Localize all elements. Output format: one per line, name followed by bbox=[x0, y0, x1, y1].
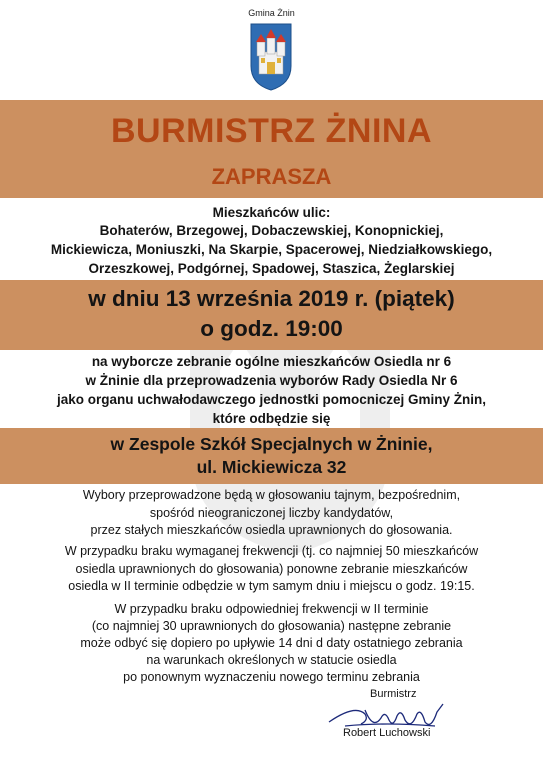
paragraph-line: W przypadku braku wymaganej frekwencji (tj. co najmniej 50 mieszkańców bbox=[64, 544, 479, 558]
signature-title: Burmistrz bbox=[370, 688, 417, 700]
paragraph-line: spośród nieograniczonej liczby kandydatów, bbox=[149, 505, 394, 520]
municipality-label: Gmina Żnin bbox=[248, 8, 295, 18]
header bbox=[0, 0, 543, 100]
signatory-name: Robert Luchowski bbox=[343, 727, 431, 739]
purpose-line: które odbędzie się bbox=[212, 411, 331, 426]
purpose-line: w Żninie dla przeprowadzenia wyborów Rady Osiedla Nr 6 bbox=[85, 373, 458, 388]
paragraph-line: po ponownym wyznaczeniu nowego terminu zebrania bbox=[123, 670, 420, 684]
event-date: w dniu 13 września 2019 r. (piątek) bbox=[88, 286, 455, 311]
second-term-paragraph bbox=[0, 543, 543, 596]
event-time: o godz. 19:00 bbox=[200, 316, 343, 341]
paragraph-line: przez stałych mieszkańców osiedla uprawnionych do głosowania. bbox=[90, 523, 453, 537]
paragraph-line: może odbyć się dopiero po upływie 14 dni d daty ostatniego zebrania bbox=[80, 636, 463, 650]
paragraph-line: osiedla w II terminie odbędzie w tym samym dniu i miejscu o godz. 19:15. bbox=[68, 579, 475, 593]
paragraph-line: Wybory przeprowadzone będą w głosowaniu tajnym, bezpośrednim, bbox=[82, 488, 461, 502]
venue bbox=[0, 433, 543, 479]
meeting-purpose bbox=[0, 352, 543, 428]
paragraph-line: osiedla uprawnionych do głosowania) ponowne zebranie mieszkańców bbox=[75, 561, 468, 576]
streets-line: Bohaterów, Brzegowej, Dobaczewskiej, Konopnickiej, bbox=[99, 223, 444, 238]
next-meeting-paragraph bbox=[0, 601, 543, 686]
page-title: BURMISTRZ ŻNINA bbox=[110, 112, 433, 150]
paragraph-line: (co najmniej 30 uprawnionych do głosowania) następne zebranie bbox=[91, 619, 452, 633]
paragraph-line: W przypadku braku odpowiedniej frekwencji w II terminie bbox=[114, 602, 429, 616]
streets-line: Mickiewicza, Moniuszki, Na Skarpie, Spacerowej, Niedziałkowskiego, bbox=[50, 242, 493, 257]
streets-line: Orzeszkowej, Podgórnej, Spadowej, Staszica, Żeglarskiej bbox=[88, 261, 455, 276]
venue-address: ul. Mickiewicza 32 bbox=[196, 457, 347, 477]
streets-intro: Mieszkańców ulic: bbox=[212, 205, 331, 220]
paragraph-line: na warunkach określonych w statucie osiedla bbox=[146, 653, 397, 667]
venue-name: w Zespole Szkół Specjalnych w Żninie, bbox=[110, 434, 433, 454]
streets-list bbox=[0, 221, 543, 278]
page-subtitle: ZAPRASZA bbox=[211, 164, 332, 189]
purpose-line: na wyborcze zebranie ogólne mieszkańców Osiedla nr 6 bbox=[91, 354, 452, 369]
voting-rules-paragraph bbox=[0, 487, 543, 540]
purpose-line: jako organu uchwałodawczego jednostki pomocniczej Gminy Żnin, bbox=[56, 392, 487, 407]
coat-of-arms-icon bbox=[249, 22, 293, 92]
